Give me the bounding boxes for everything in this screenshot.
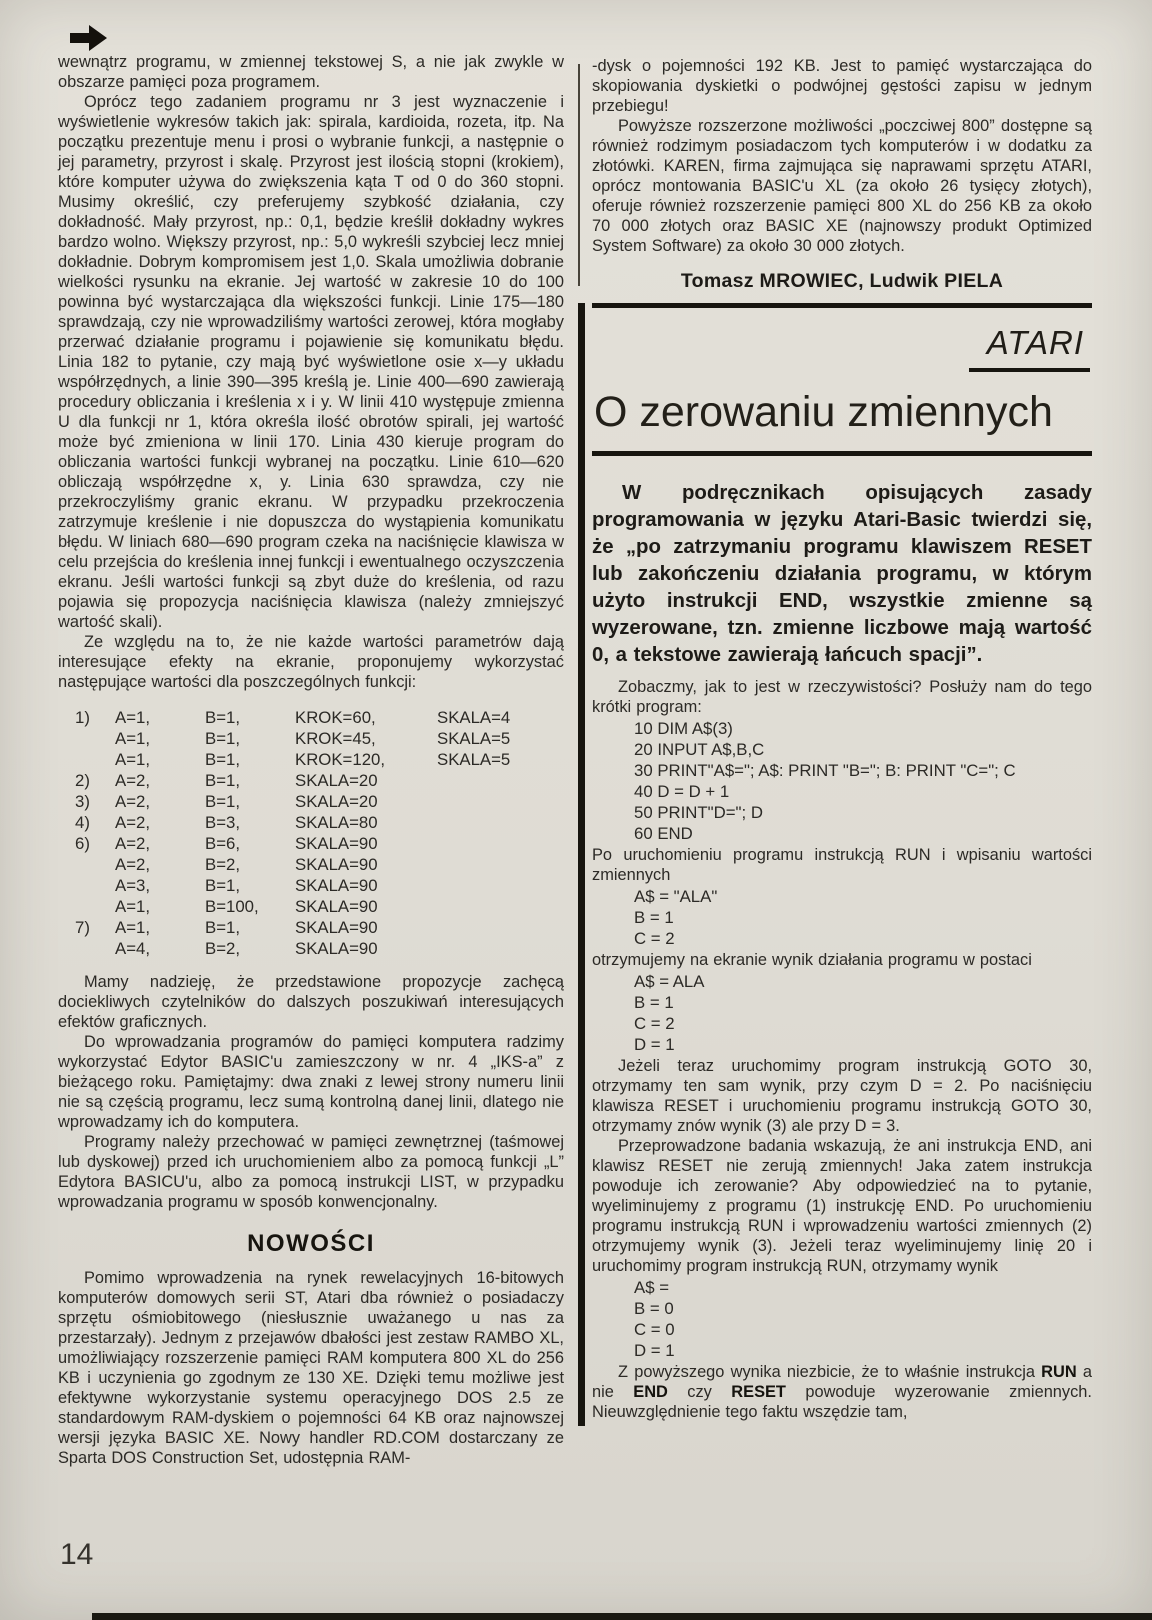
top-rule: [592, 303, 1092, 308]
table-row: [75, 770, 564, 791]
table-cell-b: B=1,: [205, 792, 240, 811]
table-cell-a: A=3,: [115, 876, 150, 895]
code-line: 50 PRINT"D="; D: [634, 803, 763, 822]
left-column: [58, 52, 564, 1468]
table-cell-skala: [437, 896, 564, 917]
table-cell-a: A=2,: [115, 813, 150, 832]
table-cell-index: [75, 938, 115, 959]
continuation-arrow-icon: [70, 24, 108, 52]
table-cell-a: A=1,: [115, 918, 150, 937]
table-cell-krok: SKALA=20: [295, 792, 378, 811]
paragraph: Programy należy przechować w pamięci zewnętrznej (taśmowej lub dyskowej) przed ich uruchomieniem albo za pomocą funkcji „L” Edytora BASICU'u, albo za pomocą instrukcji LIST, w przypadku wprowadzania programu w sposób konwencjonalny.: [58, 1133, 564, 1211]
table-cell-b: B=1,: [205, 729, 240, 748]
paragraph: Zobaczmy, jak to jest w rzeczywistości? Posłuży nam do tego krótki program:: [592, 678, 1092, 716]
code-line: C = 2: [634, 929, 675, 948]
brand-row: [592, 324, 1090, 372]
table-cell-krok: SKALA=90: [295, 918, 378, 937]
table-cell-index: 6): [75, 834, 90, 853]
table-cell-index: [75, 875, 115, 896]
code-line: D = 1: [634, 1341, 675, 1360]
table-cell-index: 7): [75, 918, 90, 937]
table-cell-skala: SKALA=5: [437, 750, 511, 769]
paragraph: Przeprowadzone badania wskazują, że ani instrukcja END, ani klawisz RESET nie zerują zmiennych! Jaka zatem instrukcja powoduje ich zerowanie? Aby odpowiedzieć na to pytanie, wyeliminujemy z programu (1) instrukcję END. Po uruchomieniu programu instrukcją RUN i wprowadzeniu wartości zmiennych (2) otrzymujemy wynik (3). Jeżeli teraz wyeliminujemy linię 20 i uruchomimy program instrukcją RUN, otrzymamy wynik: [592, 1137, 1092, 1275]
paragraph: Oprócz tego zadaniem programu nr 3 jest wyznaczenie i wyświetlenie wykresów takich jak: spirala, kardioida, rozeta, itp. Na początku prezentuje menu i prosi o wybranie funkcji, a następnie o jej parametry, przyrost i skalę. Przyrost jest ilością stopni (krokiem), które komputer używa do zwiększenia kąta T od 0 do 360 stopni. Musimy określić, czy preferujemy szybkość działania, czy dokładność. Mały przyrost, np.: 0,1, będzie kreślił dokładny wykres bardzo wolno. Większy przyrost, np.: 5,0 wykreśli szybciej lecz mniej dokładnie. Dobrym kompromisem jest 1,0. Skala umożliwia dobranie wielkości rysunku na ekranie. Jej wartość w zakresie 10 do 100 powinna być wystarczająca dla większości funkcji. Linie 175—180 sprawdzają, czy nie wprowadziliśmy wartości zerowej, która mogłaby przerwać działanie programu i pojawienie się komunikatu błędu. Linia 182 to pytanie, czy mają być wyświetlone osie x—y układu współrzędnych, a linie 390—395 kreślą je. Linie 400—690 zawierają procedury obliczania i kreślenia x i y. W linii 410 występuje zmienna U dla funkcji nr 1, która określa ilość obrotów spirali, jej wartość może być zmieniona w linii 170. Linia 430 kieruje program do obliczania wartości funkcji wybranej na początku. Linie 610—620 obliczają współrzędne x, y. Linia 630 sprawdza, czy nie przekroczyliśmy granic ekranu. W przypadku przekroczenia zatrzymuje kreślenie i nie dopuszcza do wystąpienia komunikatu błędu. W liniach 680—690 program czeka na naciśnięcie klawisza w celu przejścia do kreślenia innej funkcji i ewentualnego oczyszczenia ekranu. Jeśli wartości funkcji są zbyt duże do kreślenia, od razu pojawia się propozycja naciśnięcia klawisza (należy zmniejszyć wartość skali).: [58, 93, 564, 631]
table-cell-krok: SKALA=80: [295, 813, 378, 832]
code-line: 10 DIM A$(3): [634, 719, 733, 738]
text-segment: a nie: [592, 1363, 1092, 1401]
table-cell-skala: [437, 812, 564, 833]
table-row: [75, 938, 564, 959]
table-cell-b: B=3,: [205, 813, 240, 832]
paragraph: wewnątrz programu, w zmiennej tekstowej S, a nie jak zwykle w obszarze pamięci poza programem.: [58, 53, 564, 91]
table-cell-krok: SKALA=90: [295, 834, 378, 853]
section-heading: NOWOŚCI: [247, 1230, 375, 1257]
lead-paragraph: W podręcznikach opisujących zasady programowania w języku Atari-Basic twierdzi się, że „po zatrzymaniu programu klawiszem RESET lub zakończeniu działania programu, w którym użyto instrukcji END, wszystkie zmienne są wyzerowane, tzn. zmienne liczbowe mają wartość 0, a tekstowe zawierają łańcuch spacji”.: [592, 482, 1092, 666]
table-cell-krok: KROK=120,: [295, 750, 386, 769]
table-cell-krok: SKALA=90: [295, 939, 378, 958]
paragraph: -dysk o pojemności 192 KB. Jest to pamięć wystarczająca do skopiowania dyskietki o podwójnej gęstości zapisu w jednym przebiegu!: [592, 57, 1092, 115]
table-cell-b: B=2,: [205, 939, 240, 958]
code-line: A$ = ALA: [634, 972, 705, 991]
paragraph: Powyższe rozszerzone możliwości „poczciwej 800” dostępne są również rodzimym posiadaczom tych komputerów i w dodatku za złotówki. KAREN, firma zajmująca się naprawami sprzętu ATARI, oprócz montowania BASIC'u XL (za około 26 tysięcy złotych), oferuje również rozszerzenie pamięci 800 XL do 256 KB za około 70 000 złotych oraz BASIC XE (najnowszy produkt Optimized System Software) za około 30 000 złotych.: [592, 117, 1092, 255]
basic-listing: [634, 718, 1092, 844]
text-segment: Z powyższego wynika niezbicie, że to właśnie instrukcja: [618, 1363, 1042, 1381]
table-cell-skala: SKALA=4: [437, 708, 511, 727]
table-cell-krok: SKALA=90: [295, 876, 378, 895]
code-line: B = 0: [634, 1299, 674, 1318]
table-cell-b: B=1,: [205, 876, 240, 895]
table-cell-a: A=2,: [115, 855, 150, 874]
code-line: 20 INPUT A$,B,C: [634, 740, 765, 759]
table-row: [75, 791, 564, 812]
input-values-listing: [634, 886, 1092, 949]
code-line: A$ =: [634, 1278, 669, 1297]
paragraph: Ze względu na to, że nie każde wartości parametrów dają interesujące efekty na ekranie, proponujemy wykorzystać następujące wartości dla poszczególnych funkcji:: [58, 633, 564, 691]
code-line: C = 0: [634, 1320, 675, 1339]
parameter-table: [58, 707, 564, 959]
scan-edge-artifact: [92, 1613, 1152, 1620]
paragraph: Jeżeli teraz uruchomimy program instrukcją GOTO 30, otrzymamy ten sam wynik, przy czym D = 2. Po naciśnięciu klawisza RESET i uruchomieniu programu instrukcją GOTO 30, otrzymamy znów wynik (3) ale przy D = 3.: [592, 1057, 1092, 1135]
table-cell-a: A=1,: [115, 897, 150, 916]
table-row: [75, 896, 564, 917]
brand-label: ATARI: [969, 324, 1090, 372]
right-column: [578, 56, 1092, 1426]
paragraph: Mamy nadzieję, że przedstawione propozycje zachęcą dociekliwych czytelników do dalszych poszukiwań interesujących efektów graficznych.: [58, 973, 564, 1031]
closing-paragraph: [592, 1362, 1092, 1422]
code-line: 40 D = D + 1: [634, 782, 730, 801]
table-row: [75, 707, 564, 728]
code-line: B = 1: [634, 993, 674, 1012]
table-cell-a: A=2,: [115, 792, 150, 811]
table-cell-a: A=1,: [115, 750, 150, 769]
table-cell-b: B=1,: [205, 708, 240, 727]
table-cell-b: B=2,: [205, 855, 240, 874]
text-segment: czy: [667, 1383, 732, 1401]
table-cell-skala: [437, 791, 564, 812]
table-cell-index: 3): [75, 792, 90, 811]
code-line: C = 2: [634, 1014, 675, 1033]
table-cell-krok: SKALA=90: [295, 855, 378, 874]
code-line: B = 1: [634, 908, 674, 927]
paragraph: otrzymujemy na ekranie wynik działania programu w postaci: [592, 951, 1032, 969]
article-continuation: [592, 56, 1092, 256]
table-cell-index: [75, 728, 115, 749]
table-cell-skala: [437, 917, 564, 938]
table-row: [75, 833, 564, 854]
table-cell-b: B=6,: [205, 834, 240, 853]
table-cell-a: A=2,: [115, 771, 150, 790]
code-line: D = 1: [634, 1035, 675, 1054]
paragraph: Po uruchomieniu programu instrukcją RUN i wpisaniu wartości zmiennych: [592, 846, 1092, 884]
table-cell-index: 4): [75, 813, 90, 832]
table-cell-skala: SKALA=5: [437, 729, 511, 748]
table-cell-krok: KROK=45,: [295, 729, 376, 748]
keyword-run: RUN: [1041, 1363, 1077, 1381]
table-cell-a: A=4,: [115, 939, 150, 958]
code-line: 60 END: [634, 824, 693, 843]
text-segment: powoduje wyzerowanie zmiennych. Nieuwzględnienie tego faktu wszędzie tam,: [592, 1383, 1092, 1421]
table-cell-a: A=1,: [115, 729, 150, 748]
page-number: 14: [60, 1538, 94, 1571]
table-cell-index: 2): [75, 771, 90, 790]
table-cell-krok: SKALA=90: [295, 897, 378, 916]
table-cell-index: [75, 749, 115, 770]
table-cell-skala: [437, 854, 564, 875]
table-cell-krok: KROK=60,: [295, 708, 376, 727]
authors-byline: Tomasz MROWIEC, Ludwik PIELA: [680, 270, 1004, 292]
table-row: [75, 875, 564, 896]
table-cell-a: A=1,: [115, 708, 150, 727]
article-title: O zerowaniu zmiennych: [594, 388, 1053, 436]
table-cell-b: B=1,: [205, 750, 240, 769]
table-cell-krok: SKALA=20: [295, 771, 378, 790]
code-line: A$ = "ALA": [634, 887, 718, 906]
table-cell-skala: [437, 833, 564, 854]
table-cell-skala: [437, 875, 564, 896]
code-line: 30 PRINT"A$="; A$: PRINT "B="; B: PRINT "C="; C: [634, 761, 1016, 780]
table-row: [75, 812, 564, 833]
table-cell-index: [75, 854, 115, 875]
output-values-listing: [634, 971, 1092, 1055]
table-row: [75, 917, 564, 938]
table-cell-index: 1): [75, 708, 90, 727]
table-cell-b: B=1,: [205, 918, 240, 937]
title-rule: [592, 451, 1092, 456]
table-row: [75, 854, 564, 875]
article-zerowanie: [578, 303, 1092, 1426]
table-cell-skala: [437, 938, 564, 959]
table-cell-index: [75, 896, 115, 917]
paragraph: Pomimo wprowadzenia na rynek rewelacyjnych 16-bitowych komputerów domowych serii ST, Atari dba również o posiadaczy sprzętu ośmiobitowego (niesłusznie uważanego u nas za przestarzały). Jednym z przejawów dbałości jest zestaw RAMBO XL, umożliwiający rozszerzenie pamięci RAM komputera 800 XL do 256 KB i uczynienia go zgodnym ze 130 XE. Dzięki temu możliwe jest efektywne wykorzystanie systemu operacyjnego DOS 2.5 ze standardowym RAM-dyskiem o pojemności 64 KB oraz najnowszej wersji języka BASIC XE. Nowy handler RD.COM dostarczany ze Sparta DOS Construction Set, udostępnia RAM-: [58, 1269, 564, 1467]
table-cell-skala: [437, 770, 564, 791]
table-cell-a: A=2,: [115, 834, 150, 853]
paragraph: Do wprowadzania programów do pamięci komputera radzimy wykorzystać Edytor BASIC'u zamieszczony w nr. 4 „IKS-a” z bieżącego roku. Pamiętajmy: dwa znaki z lewej strony numeru linii nie są częścią programu, lecz sumą kontrolną danej linii, dlatego nie wprowadzamy ich do komputera.: [58, 1033, 564, 1131]
result-values-listing: [634, 1277, 1092, 1361]
keyword-reset: RESET: [731, 1383, 786, 1401]
keyword-end: END: [633, 1383, 668, 1401]
table-row: [75, 749, 564, 770]
table-row: [75, 728, 564, 749]
table-cell-b: B=100,: [205, 897, 259, 916]
table-cell-b: B=1,: [205, 771, 240, 790]
